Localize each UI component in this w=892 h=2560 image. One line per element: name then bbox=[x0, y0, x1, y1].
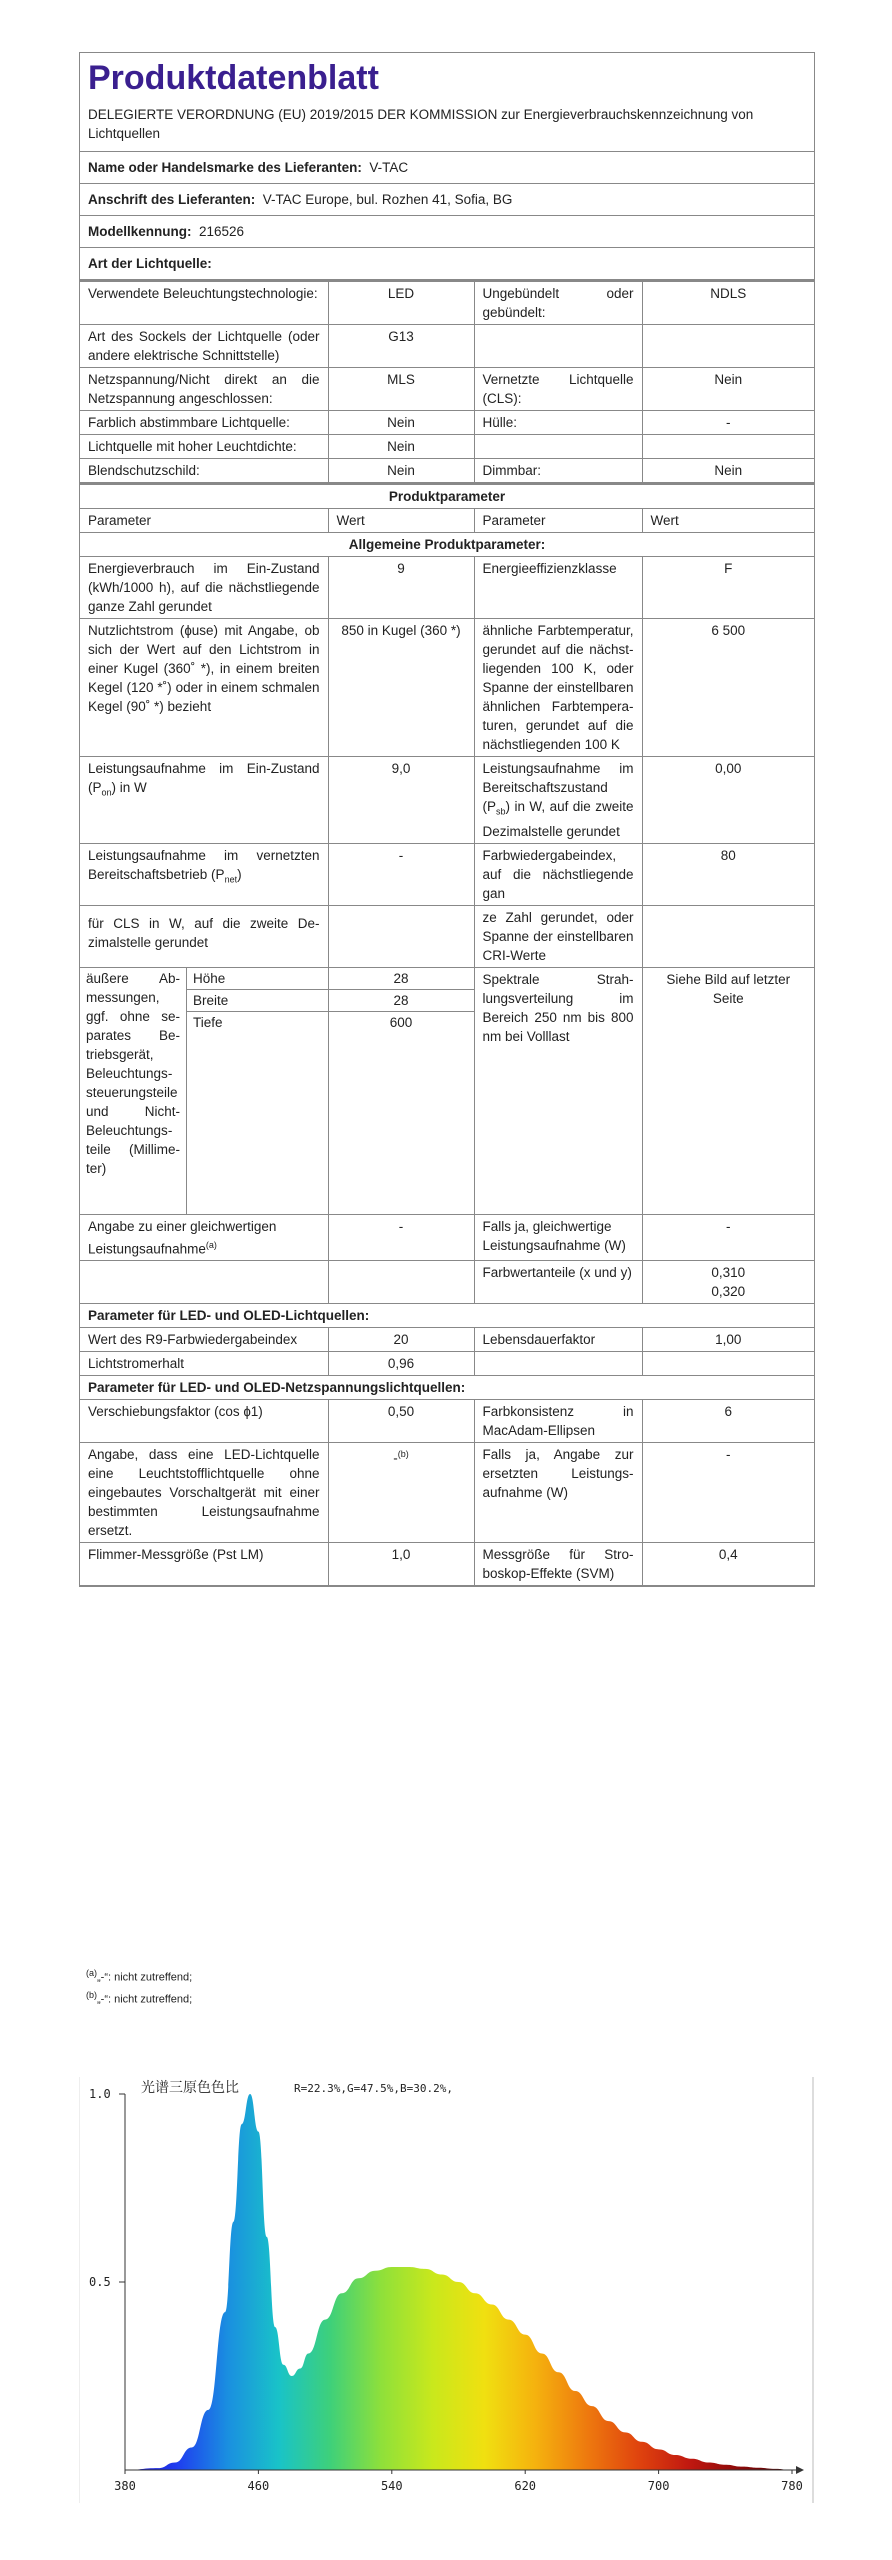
chroma-y: 0,320 bbox=[711, 1284, 746, 1300]
param-label bbox=[474, 757, 642, 844]
footnote-ref: (b) bbox=[397, 1449, 409, 1460]
table-row bbox=[80, 325, 814, 368]
footnote-ref: (a) bbox=[205, 1239, 217, 1250]
dimensions-values bbox=[328, 967, 474, 1214]
type-value: Nein bbox=[328, 411, 474, 435]
mls-params-heading: Parameter für LED- und OLED-Netzspannungslichtquellen: bbox=[80, 1376, 814, 1400]
dim-name: Höhe bbox=[187, 968, 328, 990]
x-tick-label: 780 bbox=[781, 2479, 803, 2493]
param-label bbox=[80, 1214, 328, 1261]
param-label bbox=[474, 1352, 642, 1376]
table-row bbox=[80, 1543, 814, 1586]
param-label bbox=[80, 1261, 328, 1304]
chroma-x: 0,310 bbox=[711, 1265, 746, 1281]
chart-subtitle: R=22.3%,G=47.5%,B=30.2%, bbox=[294, 2082, 453, 2095]
model-value: 216526 bbox=[199, 224, 245, 239]
type-label: Hülle: bbox=[474, 411, 642, 435]
param-value bbox=[642, 1352, 814, 1376]
param-label: Lichtstromerhalt bbox=[80, 1352, 328, 1376]
model-label: Modellkennung: bbox=[88, 224, 192, 239]
label-part: ) in W, auf die zweite Dezimalstelle gerundet bbox=[482, 799, 634, 839]
datasheet bbox=[79, 52, 815, 1587]
param-value: F bbox=[642, 557, 814, 619]
param-label: ze Zahl gerundet, oder Spanne der einstellbaren CRI-Werte bbox=[474, 905, 642, 967]
col-header: Parameter bbox=[80, 509, 328, 533]
label-part: ) bbox=[237, 866, 242, 882]
table-row bbox=[80, 1214, 814, 1261]
param-value: 0,96 bbox=[328, 1352, 474, 1376]
param-label: Falls ja, Angabe zur ersetzten Leistungsaufnahme (W) bbox=[474, 1443, 642, 1543]
x-tick-label: 460 bbox=[247, 2479, 270, 2493]
page-title: Produktdatenblatt bbox=[88, 59, 379, 97]
type-value: Nein bbox=[328, 459, 474, 483]
table-row bbox=[80, 1261, 814, 1304]
param-label: Energieeffizienzklasse bbox=[474, 557, 642, 619]
param-value bbox=[642, 1261, 814, 1304]
table-row bbox=[80, 619, 814, 757]
model-row bbox=[80, 216, 814, 248]
general-params-heading: Allgemeine Produktparameter: bbox=[80, 533, 814, 557]
x-tick-label: 540 bbox=[380, 2479, 403, 2493]
footnote-marker: (a) bbox=[86, 1968, 97, 1978]
param-label: Messgröße für Stroboskop-Effekte (SVM) bbox=[474, 1543, 642, 1586]
table-row bbox=[80, 368, 814, 411]
type-value: Nein bbox=[642, 368, 814, 411]
param-label: Farbwertanteile (x und y) bbox=[474, 1261, 642, 1304]
table-row bbox=[80, 1352, 814, 1376]
type-label: Netzspannung/Nicht direkt an die Netzspannung angeschlossen: bbox=[80, 368, 328, 411]
supplier-name-row bbox=[80, 152, 814, 184]
label-part: Leistungsaufnahme im Ein-Zustand (P bbox=[88, 761, 320, 795]
footnote-text: „-“: nicht zutreffend; bbox=[97, 1993, 193, 2006]
type-label bbox=[474, 435, 642, 459]
type-label: Blendschutzschild: bbox=[80, 459, 328, 483]
param-value: 9,0 bbox=[328, 757, 474, 844]
dim-value: 28 bbox=[329, 968, 474, 990]
col-header: Wert bbox=[328, 509, 474, 533]
value-part: - bbox=[393, 1450, 398, 1466]
param-label: Angabe, dass eine LED-Lichtquelle eine Leuchtstofflichtquelle ohne eingebautes Vorschaltgerät mit einer bestimmten Leistungsaufnahme ersetzt. bbox=[80, 1443, 328, 1543]
table-row bbox=[80, 435, 814, 459]
param-label: Farbkonsistenz in MacAdam-Ellipsen bbox=[474, 1400, 642, 1443]
param-value: 0,50 bbox=[328, 1400, 474, 1443]
param-value: 0,00 bbox=[642, 757, 814, 844]
type-label bbox=[474, 325, 642, 368]
param-value: 1,0 bbox=[328, 1543, 474, 1586]
dimensions-cell bbox=[80, 967, 328, 1214]
label-subscript: sb bbox=[496, 806, 506, 817]
type-value: MLS bbox=[328, 368, 474, 411]
param-label bbox=[80, 757, 328, 844]
type-value: G13 bbox=[328, 325, 474, 368]
param-label: Flimmer-Messgröße (Pst LM) bbox=[80, 1543, 328, 1586]
table-row bbox=[80, 905, 814, 967]
col-header: Parameter bbox=[474, 509, 642, 533]
type-label: Ungebündelt oder gebündelt: bbox=[474, 282, 642, 325]
param-label: für CLS in W, auf die zweite Dezimalstelle gerundet bbox=[80, 905, 328, 967]
regulation-text: DELEGIERTE VERORDNUNG (EU) 2019/2015 DER KOMMISSION zur Energieverbrauchskennzeichnung von Lichtquellen bbox=[80, 99, 814, 152]
x-tick-label: 700 bbox=[647, 2479, 670, 2493]
param-value: 20 bbox=[328, 1328, 474, 1352]
params-title: Produktparameter bbox=[80, 484, 814, 509]
param-value bbox=[328, 1261, 474, 1304]
param-label bbox=[80, 843, 328, 905]
y-tick-label: 0.5 bbox=[89, 2275, 111, 2289]
spectral-distribution-chart bbox=[79, 2077, 814, 2503]
footnote-text: „-“: nicht zutreffend; bbox=[97, 1971, 193, 1984]
table-row bbox=[80, 967, 814, 1214]
label-part: Angabe zu einer gleichwertigen Leistungsaufnahme bbox=[88, 1218, 277, 1257]
param-value: - bbox=[642, 1443, 814, 1543]
type-value bbox=[642, 435, 814, 459]
product-parameters-table bbox=[80, 483, 814, 1586]
type-label: Dimmbar: bbox=[474, 459, 642, 483]
supplier-address-value: V-TAC Europe, bul. Rozhen 41, Sofia, BG bbox=[262, 192, 513, 207]
param-label: Spektrale Strahlungsverteilung im Bereich 250 nm bis 800 nm bei Volllast bbox=[474, 967, 642, 1214]
type-label: Lichtquelle mit hoher Leuchtdichte: bbox=[80, 435, 328, 459]
param-value: - bbox=[328, 1214, 474, 1261]
param-label: Verschiebungsfaktor (cos ɸ1) bbox=[80, 1400, 328, 1443]
table-row bbox=[80, 282, 814, 325]
supplier-address-row bbox=[80, 184, 814, 216]
param-value: 0,4 bbox=[642, 1543, 814, 1586]
type-label: Art des Sockels der Lichtquelle (oder andere elektrische Schnittstelle) bbox=[80, 325, 328, 368]
label-part: ) in W bbox=[111, 780, 147, 795]
supplier-address-label: Anschrift des Lieferanten: bbox=[88, 192, 256, 207]
param-value: Siehe Bild auf letzter Seite bbox=[642, 967, 814, 1214]
label-subscript: on bbox=[101, 787, 112, 798]
table-row bbox=[80, 459, 814, 483]
param-label: Farbwiedergabeindex, auf die nächstliegende gan bbox=[474, 843, 642, 905]
table-header-row bbox=[80, 509, 814, 533]
table-row bbox=[80, 557, 814, 619]
supplier-name-value: V-TAC bbox=[369, 160, 409, 175]
type-value: Nein bbox=[642, 459, 814, 483]
dimensions-subtable bbox=[80, 968, 328, 1214]
chart-title: 光谱三原色色比 bbox=[141, 2080, 239, 2096]
param-label: ähnliche Farbtemperatur, gerundet auf die nächstliegenden 100 K, oder Spanne der einstellbaren ähnlichen Farbtemperaturen, gerundet auf die nächstliegenden 100 K bbox=[474, 619, 642, 757]
table-row bbox=[80, 757, 814, 844]
param-value: 80 bbox=[642, 843, 814, 905]
footnote-marker: (b) bbox=[86, 1990, 97, 2000]
type-label: Verwendete Beleuchtungstechnologie: bbox=[80, 282, 328, 325]
type-value: LED bbox=[328, 282, 474, 325]
x-tick-label: 380 bbox=[114, 2479, 136, 2493]
dim-value: 600 bbox=[389, 1014, 413, 1030]
table-row bbox=[80, 843, 814, 905]
param-value: - bbox=[328, 843, 474, 905]
dim-name: Tiefe bbox=[187, 1011, 328, 1214]
param-value: - bbox=[642, 1214, 814, 1261]
param-label: Lebensdauerfaktor bbox=[474, 1328, 642, 1352]
param-value bbox=[328, 905, 474, 967]
dim-value: 28 bbox=[329, 990, 474, 1012]
footnote-b bbox=[86, 1990, 192, 2006]
table-row bbox=[80, 1400, 814, 1443]
param-value: 6 500 bbox=[642, 619, 814, 757]
label-part: Leistungsaufnahme im Bereitschaftszustand (P bbox=[482, 761, 634, 814]
param-value bbox=[328, 1443, 474, 1543]
type-heading bbox=[80, 248, 814, 281]
x-tick-label: 620 bbox=[514, 2479, 537, 2493]
light-source-type-table bbox=[80, 281, 814, 483]
table-row bbox=[80, 411, 814, 435]
supplier-name-label: Name oder Handelsmarke des Lieferanten: bbox=[88, 160, 362, 175]
type-label: Vernetzte Lichtquelle (CLS): bbox=[474, 368, 642, 411]
table-row bbox=[80, 1443, 814, 1543]
type-value: Nein bbox=[328, 435, 474, 459]
dim-name: Breite bbox=[187, 989, 328, 1011]
label-subscript: net bbox=[224, 874, 238, 885]
led-params-heading: Parameter für LED- und OLED-Lichtquellen: bbox=[80, 1304, 814, 1328]
param-value: 850 in Kugel (360 *) bbox=[328, 619, 474, 757]
footnote-a bbox=[86, 1968, 192, 1984]
param-value: 6 bbox=[642, 1400, 814, 1443]
param-label: Wert des R9-Farbwiedergabeindex bbox=[80, 1328, 328, 1352]
type-label: Farblich abstimmbare Lichtquelle: bbox=[80, 411, 328, 435]
y-tick-label: 1.0 bbox=[89, 2087, 111, 2101]
table-row bbox=[80, 1328, 814, 1352]
type-value: - bbox=[642, 411, 814, 435]
type-value: NDLS bbox=[642, 282, 814, 325]
label-part: Leistungsaufnahme im vernetzten Bereitschaftsbetrieb (P bbox=[88, 847, 320, 882]
param-label: Falls ja, gleichwertige Leistungsaufnahme (W) bbox=[474, 1214, 642, 1261]
type-heading-label: Art der Lichtquelle: bbox=[88, 256, 212, 271]
param-label: Energieverbrauch im Ein-Zustand (kWh/1000 h), auf die nächstliegende ganze Zahl gerundet bbox=[80, 557, 328, 619]
param-label: äußere Abmessungen, ggf. ohne separates Betriebsgerät, Beleuchtungssteuerungsteile und Nicht-Beleuchtungsteile (Millimeter) bbox=[80, 968, 187, 1214]
param-value bbox=[642, 905, 814, 967]
col-header: Wert bbox=[642, 509, 814, 533]
param-value: 9 bbox=[328, 557, 474, 619]
param-label: Nutzlichtstrom (ɸuse) mit Angabe, ob sich der Wert auf den Lichtstrom in einer Kugel (360˚ *), in einem breiten Kegel (120 *˚) oder in einem schmalen Kegel (90˚ *) bezieht bbox=[80, 619, 328, 757]
type-value bbox=[642, 325, 814, 368]
param-value: 1,00 bbox=[642, 1328, 814, 1352]
